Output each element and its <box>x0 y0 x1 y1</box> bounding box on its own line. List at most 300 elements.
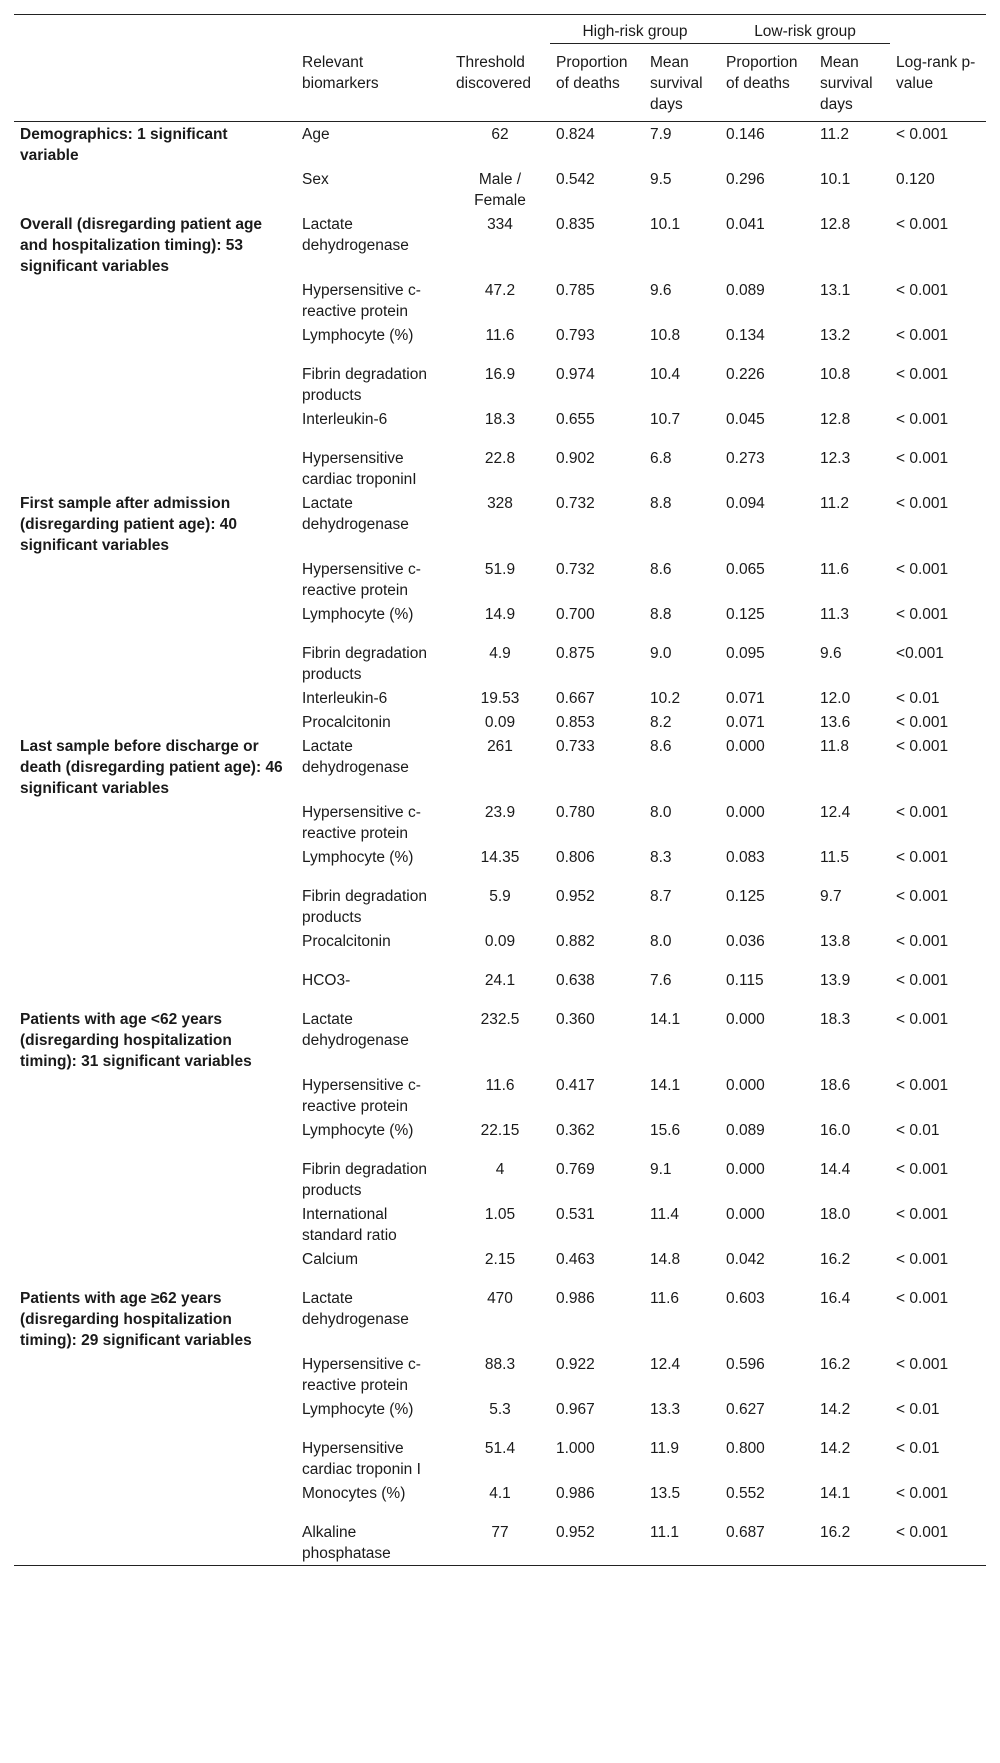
row-low-mean-survival: 14.2 <box>820 1401 851 1418</box>
row-category <box>14 1157 296 1202</box>
row-low-mean-survival: 11.2 <box>820 495 850 512</box>
row-pvalue: < 0.01 <box>896 1122 940 1139</box>
row-low-proportion: 0.627 <box>726 1401 765 1418</box>
row-threshold: 1.05 <box>484 1206 516 1223</box>
row-low-proportion: 0.045 <box>726 411 765 428</box>
row-high-mean-survival: 9.6 <box>650 282 672 299</box>
row-biomarker: Interleukin-6 <box>302 411 388 428</box>
row-low-mean-survival: 11.2 <box>820 126 850 143</box>
row-high-proportion: 0.700 <box>556 606 595 623</box>
row-low-proportion: 0.071 <box>726 690 765 707</box>
row-high-mean-survival: 14.1 <box>650 1011 681 1028</box>
row-pvalue: < 0.001 <box>896 366 949 383</box>
table-row <box>14 212 986 278</box>
table-row <box>14 1157 986 1202</box>
row-high-mean-survival: 7.9 <box>650 126 672 143</box>
row-low-mean-survival: 16.4 <box>820 1290 851 1307</box>
row-threshold: 334 <box>487 216 513 233</box>
header-biomarkers: Relevant biomarkers <box>302 53 379 92</box>
row-pvalue: < 0.001 <box>896 1161 949 1178</box>
row-pvalue: < 0.001 <box>896 327 949 344</box>
row-category <box>14 278 296 323</box>
row-threshold: 4 <box>495 1161 505 1178</box>
row-threshold: 18.3 <box>484 411 516 428</box>
row-high-mean-survival: 8.3 <box>650 849 672 866</box>
row-high-mean-survival: 8.0 <box>650 804 672 821</box>
row-low-proportion: 0.000 <box>726 1011 765 1028</box>
row-low-mean-survival: 13.6 <box>820 714 851 731</box>
row-low-proportion: 0.000 <box>726 1206 765 1223</box>
row-pvalue: < 0.001 <box>896 1290 949 1307</box>
row-high-mean-survival: 14.8 <box>650 1251 681 1268</box>
header-spacer <box>890 15 986 44</box>
row-category <box>14 1202 296 1247</box>
row-biomarker: Lymphocyte (%) <box>302 1122 414 1139</box>
row-low-mean-survival: 9.6 <box>820 645 842 662</box>
row-high-mean-survival: 9.1 <box>650 1161 672 1178</box>
row-high-proportion: 0.882 <box>556 933 595 950</box>
table-row <box>14 641 986 686</box>
row-threshold: 24.1 <box>484 972 516 989</box>
table-row <box>14 362 986 407</box>
table-row <box>14 491 986 557</box>
table-row <box>14 407 986 446</box>
row-pvalue: < 0.001 <box>896 888 949 905</box>
row-biomarker: Interleukin-6 <box>302 690 388 707</box>
row-category <box>14 884 296 929</box>
row-threshold: 51.4 <box>484 1440 516 1457</box>
row-biomarker: Fibrin degradation products <box>302 1161 427 1199</box>
header-low-mean-survival: Mean survival days <box>820 54 873 113</box>
row-biomarker: Age <box>302 126 330 143</box>
row-high-mean-survival: 6.8 <box>650 450 672 467</box>
table-row <box>14 1481 986 1520</box>
row-low-proportion: 0.115 <box>726 972 764 989</box>
row-category <box>14 1520 296 1566</box>
header-pvalue: Log-rank p-value <box>896 53 976 92</box>
row-threshold: 51.9 <box>484 561 516 578</box>
row-high-proportion: 0.952 <box>556 1524 595 1541</box>
row-low-mean-survival: 18.6 <box>820 1077 851 1094</box>
row-category <box>14 1247 296 1286</box>
table-row <box>14 1007 986 1073</box>
row-low-mean-survival: 14.1 <box>820 1485 851 1502</box>
row-low-mean-survival: 13.8 <box>820 933 851 950</box>
row-pvalue: < 0.001 <box>896 1077 949 1094</box>
row-high-mean-survival: 10.1 <box>650 216 681 233</box>
row-pvalue: < 0.001 <box>896 933 949 950</box>
row-pvalue: < 0.001 <box>896 126 949 143</box>
row-low-proportion: 0.000 <box>726 1161 765 1178</box>
row-high-mean-survival: 14.1 <box>650 1077 681 1094</box>
row-threshold: 261 <box>487 738 513 755</box>
row-high-proportion: 0.638 <box>556 972 595 989</box>
row-threshold: 22.8 <box>484 450 516 467</box>
row-high-mean-survival: 8.2 <box>650 714 672 731</box>
table-row <box>14 602 986 641</box>
row-threshold: 14.9 <box>484 606 516 623</box>
low-risk-group-header: Low-risk group <box>720 15 890 44</box>
row-low-proportion: 0.083 <box>726 849 765 866</box>
row-high-mean-survival: 11.9 <box>650 1440 680 1457</box>
row-low-mean-survival: 12.4 <box>820 804 851 821</box>
row-threshold: 328 <box>487 495 513 512</box>
row-low-proportion: 0.095 <box>726 645 765 662</box>
row-high-proportion: 0.986 <box>556 1290 595 1307</box>
row-category <box>14 1118 296 1157</box>
row-low-proportion: 0.042 <box>726 1251 765 1268</box>
table-row <box>14 845 986 884</box>
row-low-proportion: 0.125 <box>726 606 765 623</box>
row-low-mean-survival: 12.8 <box>820 216 851 233</box>
high-risk-group-header: High-risk group <box>550 15 720 44</box>
row-low-mean-survival: 10.8 <box>820 366 851 383</box>
row-low-mean-survival: 13.1 <box>820 282 851 299</box>
row-biomarker: Hypersensitive c-reactive protein <box>302 282 421 320</box>
row-pvalue: < 0.001 <box>896 216 949 233</box>
row-pvalue: < 0.001 <box>896 282 949 299</box>
row-high-proportion: 0.463 <box>556 1251 595 1268</box>
row-threshold: 0.09 <box>484 933 516 950</box>
row-low-proportion: 0.071 <box>726 714 765 731</box>
row-threshold: 470 <box>487 1290 513 1307</box>
table-row <box>14 686 986 710</box>
row-high-proportion: 0.967 <box>556 1401 595 1418</box>
row-low-mean-survival: 9.7 <box>820 888 842 905</box>
row-high-mean-survival: 9.5 <box>650 171 672 188</box>
row-threshold: 22.15 <box>480 1122 520 1139</box>
row-pvalue: < 0.001 <box>896 1251 949 1268</box>
row-pvalue: < 0.001 <box>896 495 949 512</box>
row-low-proportion: 0.687 <box>726 1524 765 1541</box>
row-low-mean-survival: 14.4 <box>820 1161 851 1178</box>
row-high-proportion: 0.793 <box>556 327 595 344</box>
row-high-mean-survival: 8.8 <box>650 606 672 623</box>
row-pvalue: 0.120 <box>896 171 935 188</box>
table-row <box>14 1397 986 1436</box>
row-pvalue: < 0.001 <box>896 1524 949 1541</box>
row-pvalue: < 0.01 <box>896 690 940 707</box>
table-row <box>14 1436 986 1481</box>
row-low-proportion: 0.273 <box>726 450 765 467</box>
row-threshold: 62 <box>491 126 509 143</box>
row-category <box>14 800 296 845</box>
row-high-proportion: 0.986 <box>556 1485 595 1502</box>
row-category <box>14 1397 296 1436</box>
row-high-proportion: 0.952 <box>556 888 595 905</box>
table-row <box>14 884 986 929</box>
header-high-proportion: Proportion of deaths <box>556 54 628 92</box>
row-biomarker: Calcium <box>302 1251 358 1268</box>
table-row <box>14 800 986 845</box>
row-biomarker: Sex <box>302 171 329 188</box>
row-category: Overall (disregarding patient age and hospitalization timing): 53 significant variables <box>20 216 263 275</box>
header-high-mean-survival: Mean survival days <box>650 54 703 113</box>
row-low-proportion: 0.089 <box>726 1122 765 1139</box>
row-category <box>14 1481 296 1520</box>
row-low-mean-survival: 11.8 <box>820 738 850 755</box>
row-low-proportion: 0.000 <box>726 738 765 755</box>
row-threshold: 77 <box>491 1524 509 1541</box>
row-category <box>14 968 296 1007</box>
row-low-proportion: 0.089 <box>726 282 765 299</box>
row-high-mean-survival: 9.0 <box>650 645 672 662</box>
table-row <box>14 122 986 168</box>
row-threshold: 0.09 <box>484 714 516 731</box>
row-low-mean-survival: 10.1 <box>820 171 851 188</box>
row-biomarker: Procalcitonin <box>302 714 391 731</box>
header-spacer <box>296 15 450 44</box>
row-biomarker: Lymphocyte (%) <box>302 1401 414 1418</box>
row-category: Patients with age <62 years (disregarding hospitalization timing): 31 significant variables <box>20 1011 252 1070</box>
header-spacer <box>450 15 550 44</box>
row-high-mean-survival: 10.4 <box>650 366 681 383</box>
row-low-mean-survival: 11.3 <box>820 606 850 623</box>
row-threshold: 88.3 <box>484 1356 516 1373</box>
row-pvalue: < 0.001 <box>896 1356 949 1373</box>
row-high-proportion: 0.360 <box>556 1011 595 1028</box>
row-pvalue: < 0.001 <box>896 972 949 989</box>
row-pvalue: < 0.001 <box>896 450 949 467</box>
table-row <box>14 734 986 800</box>
row-biomarker: Lactate dehydrogenase <box>302 1290 409 1328</box>
row-threshold: 16.9 <box>484 366 516 383</box>
row-high-proportion: 0.732 <box>556 495 595 512</box>
row-low-proportion: 0.603 <box>726 1290 765 1307</box>
row-category: Demographics: 1 significant variable <box>20 126 228 164</box>
table-row <box>14 167 986 212</box>
row-high-proportion: 0.732 <box>556 561 595 578</box>
row-high-mean-survival: 11.4 <box>650 1206 680 1223</box>
row-biomarker: Lactate dehydrogenase <box>302 216 409 254</box>
table-row <box>14 1202 986 1247</box>
row-low-proportion: 0.596 <box>726 1356 765 1373</box>
row-low-proportion: 0.146 <box>726 126 765 143</box>
row-category <box>14 1073 296 1118</box>
row-high-proportion: 0.417 <box>556 1077 595 1094</box>
table-row <box>14 557 986 602</box>
row-high-proportion: 0.902 <box>556 450 595 467</box>
table-row <box>14 710 986 734</box>
row-threshold: 4.9 <box>489 645 511 662</box>
row-biomarker: Lymphocyte (%) <box>302 849 414 866</box>
row-low-mean-survival: 16.2 <box>820 1356 851 1373</box>
row-high-mean-survival: 10.2 <box>650 690 681 707</box>
row-low-mean-survival: 13.9 <box>820 972 851 989</box>
row-high-proportion: 0.667 <box>556 690 595 707</box>
table-row <box>14 446 986 491</box>
table-row <box>14 1352 986 1397</box>
row-threshold: 11.6 <box>485 1077 515 1094</box>
row-threshold: 5.3 <box>489 1401 511 1418</box>
row-pvalue: < 0.001 <box>896 738 949 755</box>
row-biomarker: Lactate dehydrogenase <box>302 495 409 533</box>
table-row <box>14 1118 986 1157</box>
row-low-mean-survival: 12.8 <box>820 411 851 428</box>
row-category <box>14 929 296 968</box>
row-pvalue: < 0.001 <box>896 1485 949 1502</box>
row-high-proportion: 0.780 <box>556 804 595 821</box>
row-high-proportion: 0.769 <box>556 1161 595 1178</box>
row-pvalue: < 0.001 <box>896 1011 949 1028</box>
row-category <box>14 845 296 884</box>
row-threshold: 11.6 <box>485 327 515 344</box>
row-high-mean-survival: 8.6 <box>650 561 672 578</box>
table-row <box>14 1520 986 1566</box>
row-category <box>14 602 296 641</box>
row-threshold: 2.15 <box>484 1251 516 1268</box>
header-low-proportion: Proportion of deaths <box>726 54 798 92</box>
row-biomarker: International standard ratio <box>302 1206 397 1244</box>
row-pvalue: < 0.001 <box>896 561 949 578</box>
table-row <box>14 968 986 1007</box>
row-biomarker: Procalcitonin <box>302 933 391 950</box>
row-low-mean-survival: 14.2 <box>820 1440 851 1457</box>
row-category <box>14 641 296 686</box>
row-biomarker: Lactate dehydrogenase <box>302 1011 409 1049</box>
row-low-mean-survival: 16.0 <box>820 1122 851 1139</box>
row-biomarker: Alkaline phosphatase <box>302 1524 391 1562</box>
row-high-mean-survival: 7.6 <box>650 972 672 989</box>
row-threshold: 5.9 <box>489 888 511 905</box>
row-category: Last sample before discharge or death (disregarding patient age): 46 significant variables <box>20 738 283 797</box>
row-high-mean-survival: 11.1 <box>650 1524 680 1541</box>
row-low-mean-survival: 11.6 <box>820 561 850 578</box>
row-category <box>14 686 296 710</box>
row-threshold: 19.53 <box>480 690 520 707</box>
row-pvalue: < 0.01 <box>896 1440 940 1457</box>
row-high-proportion: 0.835 <box>556 216 595 233</box>
row-biomarker: Lactate dehydrogenase <box>302 738 409 776</box>
row-category: Patients with age ≥62 years (disregarding hospitalization timing): 29 significant variables <box>20 1290 252 1349</box>
row-pvalue: < 0.01 <box>896 1401 940 1418</box>
row-high-mean-survival: 12.4 <box>650 1356 681 1373</box>
row-threshold: Male / Female <box>474 171 526 209</box>
row-category <box>14 167 296 212</box>
row-biomarker: Hypersensitive c-reactive protein <box>302 1356 421 1394</box>
row-biomarker: Lymphocyte (%) <box>302 327 414 344</box>
row-high-proportion: 0.824 <box>556 126 595 143</box>
row-biomarker: Hypersensitive c-reactive protein <box>302 804 421 842</box>
row-low-proportion: 0.041 <box>726 216 765 233</box>
row-high-mean-survival: 8.7 <box>650 888 672 905</box>
table-row <box>14 1286 986 1352</box>
table-body <box>14 122 986 1566</box>
row-category <box>14 1436 296 1481</box>
row-high-mean-survival: 11.6 <box>650 1290 680 1307</box>
row-high-mean-survival: 8.0 <box>650 933 672 950</box>
table-row <box>14 1073 986 1118</box>
row-threshold: 23.9 <box>484 804 516 821</box>
row-low-proportion: 0.125 <box>726 888 765 905</box>
row-biomarker: Fibrin degradation products <box>302 645 427 683</box>
row-pvalue: < 0.001 <box>896 714 949 731</box>
row-high-mean-survival: 13.3 <box>650 1401 681 1418</box>
row-category <box>14 1352 296 1397</box>
row-high-proportion: 1.000 <box>556 1440 595 1457</box>
row-category <box>14 557 296 602</box>
row-low-proportion: 0.134 <box>726 327 765 344</box>
row-high-proportion: 0.785 <box>556 282 595 299</box>
row-biomarker: Fibrin degradation products <box>302 366 427 404</box>
row-low-mean-survival: 16.2 <box>820 1524 851 1541</box>
row-category <box>14 407 296 446</box>
row-category <box>14 710 296 734</box>
row-low-proportion: 0.036 <box>726 933 765 950</box>
row-low-proportion: 0.296 <box>726 171 765 188</box>
row-pvalue: < 0.001 <box>896 411 949 428</box>
row-low-proportion: 0.000 <box>726 804 765 821</box>
row-high-proportion: 0.922 <box>556 1356 595 1373</box>
row-high-proportion: 0.733 <box>556 738 595 755</box>
table-header <box>14 15 986 122</box>
row-high-proportion: 0.655 <box>556 411 595 428</box>
row-low-proportion: 0.800 <box>726 1440 765 1457</box>
header-spacer <box>14 15 296 44</box>
row-low-proportion: 0.000 <box>726 1077 765 1094</box>
row-biomarker: Hypersensitive c-reactive protein <box>302 1077 421 1115</box>
row-pvalue: < 0.001 <box>896 1206 949 1223</box>
row-low-proportion: 0.226 <box>726 366 765 383</box>
row-high-proportion: 0.542 <box>556 171 595 188</box>
row-low-mean-survival: 13.2 <box>820 327 851 344</box>
row-high-mean-survival: 10.8 <box>650 327 681 344</box>
header-category <box>14 44 296 122</box>
row-high-mean-survival: 15.6 <box>650 1122 681 1139</box>
table-row <box>14 929 986 968</box>
row-high-mean-survival: 10.7 <box>650 411 681 428</box>
row-high-mean-survival: 8.8 <box>650 495 672 512</box>
survival-analysis-table <box>14 14 986 1566</box>
row-pvalue: < 0.001 <box>896 606 949 623</box>
row-low-mean-survival: 18.0 <box>820 1206 851 1223</box>
row-pvalue: <0.001 <box>896 645 944 662</box>
row-low-mean-survival: 16.2 <box>820 1251 851 1268</box>
row-category <box>14 446 296 491</box>
row-low-mean-survival: 18.3 <box>820 1011 851 1028</box>
row-pvalue: < 0.001 <box>896 849 949 866</box>
row-high-proportion: 0.362 <box>556 1122 595 1139</box>
row-low-mean-survival: 11.5 <box>820 849 850 866</box>
row-biomarker: HCO3- <box>302 972 351 989</box>
row-high-mean-survival: 13.5 <box>650 1485 681 1502</box>
row-high-proportion: 0.875 <box>556 645 595 662</box>
row-high-mean-survival: 8.6 <box>650 738 672 755</box>
row-category <box>14 323 296 362</box>
row-low-proportion: 0.552 <box>726 1485 765 1502</box>
row-low-proportion: 0.065 <box>726 561 765 578</box>
table-row <box>14 278 986 323</box>
survival-table-container <box>14 14 986 1566</box>
row-pvalue: < 0.001 <box>896 804 949 821</box>
row-threshold: 232.5 <box>480 1011 520 1028</box>
row-low-proportion: 0.094 <box>726 495 765 512</box>
row-biomarker: Hypersensitive c-reactive protein <box>302 561 421 599</box>
row-category <box>14 362 296 407</box>
row-low-mean-survival: 12.0 <box>820 690 851 707</box>
row-threshold: 47.2 <box>484 282 516 299</box>
table-row <box>14 323 986 362</box>
row-biomarker: Hypersensitive cardiac troponin I <box>302 1440 421 1478</box>
row-biomarker: Monocytes (%) <box>302 1485 406 1502</box>
row-low-mean-survival: 12.3 <box>820 450 851 467</box>
row-biomarker: Lymphocyte (%) <box>302 606 414 623</box>
row-biomarker: Hypersensitive cardiac troponinI <box>302 450 417 488</box>
row-biomarker: Fibrin degradation products <box>302 888 427 926</box>
row-category: First sample after admission (disregarding patient age): 40 significant variables <box>20 495 238 554</box>
row-threshold: 4.1 <box>489 1485 511 1502</box>
row-high-proportion: 0.853 <box>556 714 595 731</box>
